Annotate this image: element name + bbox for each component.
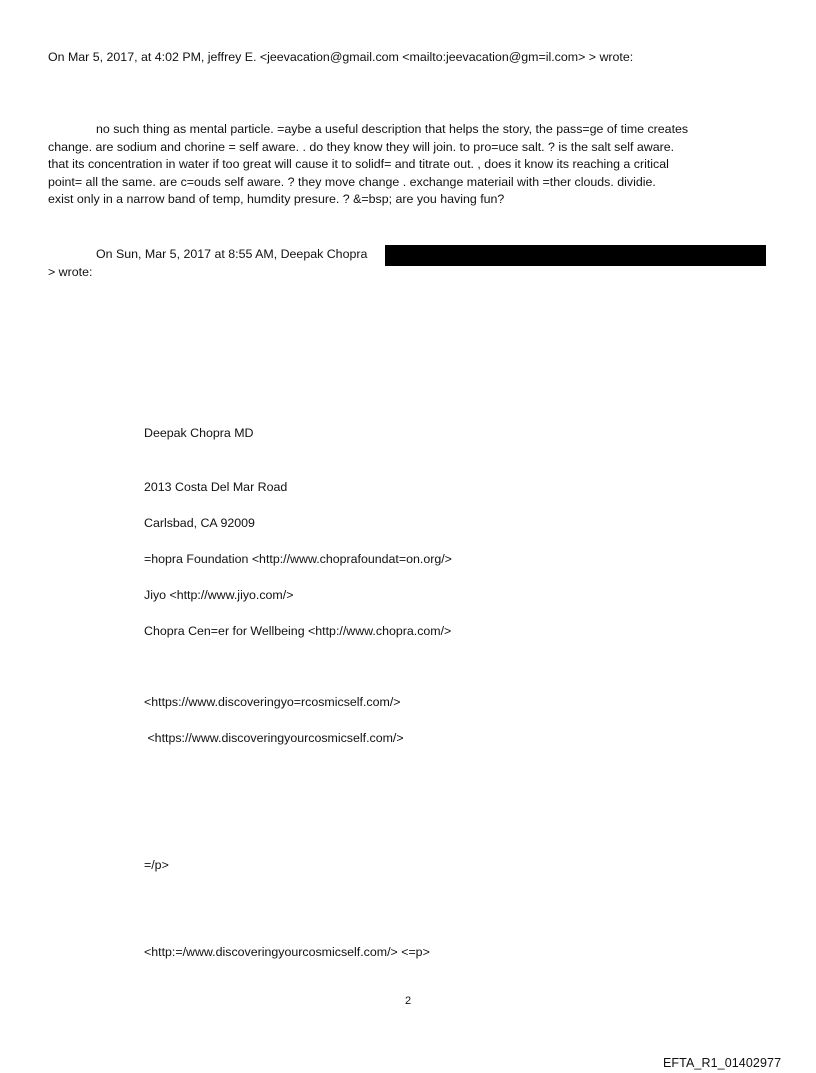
html-fragment: =/p> [144, 858, 169, 872]
signature-link-cosmicself-2: <https://www.discoveringyourcosmicself.com/> [144, 731, 404, 745]
signature-link-wellbeing: Chopra Cen=er for Wellbeing <http://www.chopra.com/> [144, 624, 452, 638]
email-header-line: On Mar 5, 2017, at 4:02 PM, jeffrey E. <jeevacation@gmail.com <mailto:jeevacation@gm=il.com> > wrote: [48, 50, 634, 64]
quoted-header-end: > wrote: [48, 265, 93, 279]
signature-link-cosmicself-3: <http:=/www.discoveringyourcosmicself.com/> <=p> [144, 945, 430, 959]
signature-address-line-2: Carlsbad, CA 92009 [144, 516, 255, 530]
email-body-line-2: change. are sodium and chorine = self aware. . do they know they will join. to pro=uce salt. ? is the salt self aware. [48, 139, 675, 154]
signature-link-foundation: =hopra Foundation <http://www.choprafoundat=on.org/> [144, 552, 452, 566]
document-id: EFTA_R1_01402977 [663, 1056, 782, 1070]
email-body-line-4: point= all the same. are c=ouds self aware. ? they move change . exchange materiail with =ther clouds. dividie. [48, 174, 656, 189]
redaction-block [385, 245, 766, 266]
email-body-line-1: no such thing as mental particle. =aybe a useful description that helps the story, the pass=ge of time creates [96, 122, 689, 136]
page-number: 2 [404, 995, 412, 1007]
quoted-header-start: On Sun, Mar 5, 2017 at 8:55 AM, Deepak Chopra [96, 247, 368, 261]
signature-link-cosmicself-1: <https://www.discoveringyo=rcosmicself.com/> [144, 695, 401, 709]
signature-name: Deepak Chopra MD [144, 426, 254, 440]
signature-link-jiyo: Jiyo <http://www.jiyo.com/> [144, 588, 294, 602]
email-body-line-3: that its concentration in water if too great will cause it to solidf= and titrate out. , does it know its reaching a critical [48, 157, 669, 171]
signature-address-line-1: 2013 Costa Del Mar Road [144, 480, 288, 494]
email-body-line-5: exist only in a narrow band of temp, humdity presure. ? &=bsp; are you having fun? [48, 192, 505, 206]
